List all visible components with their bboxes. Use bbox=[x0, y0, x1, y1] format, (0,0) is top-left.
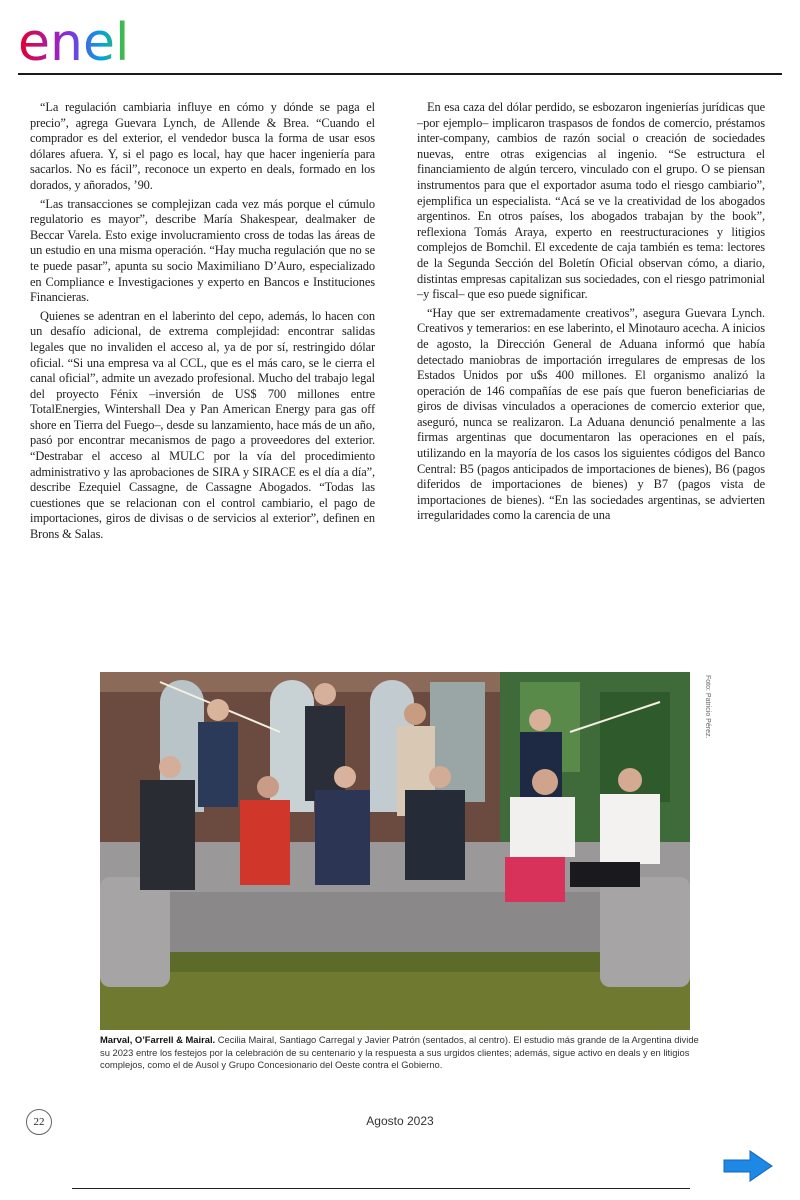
paragraph: En esa caza del dólar perdido, se esbozaron ingenierías jurídicas que –por ejemplo– implicaron traspasos de fondos de comercio, préstamos inter-company, cambios de razón social o creación de sociedades nuevas, entre otras exigencias al ingenio. “Se estructura el financiamiento de algún tercero, vinculado con el grupo. O se piensan instrumentos para que el exportador asuma todo el riesgo cambiario”, ejemplifica un especialista. “Acá se ve la creatividad de los abogados argentinos. En otros países, los abogados trabajan by the book”, reflexiona Tomás Araya, experto en reestructuraciones y litigios complejos de Bomchil. El excedente de caja también es tema: lectores de la Segunda Sección del Boletín Oficial observan cómo, a diario, distintas empresas capitalizan sus sociedades, con el riesgo patrimonial –y fiscal– que eso puede significar. bbox=[417, 100, 765, 302]
group-photo bbox=[100, 672, 690, 1030]
paragraph: “Hay que ser extremadamente creativos”, asegura Guevara Lynch. Creativos y temerarios: en ese laberinto, el Minotauro acecha. A inicios de agosto, la Dirección General de Aduana informó que había detectado maniobras de importación irregulares de empresas de los Estados Unidos por u$s 400 millones. El organismo analizó la operación de 146 compañías de ese país que fueron beneficiarias de giros de divisas vinculados a operaciones de comercio exterior que, aseguró, nunca se realizaron. La Aduana denunció penalmente a las firmas argentinas que documentaron las operaciones en el país, utilizando en la mayoría de los casos los siguientes códigos del Banco Central: B5 (pagos anticipados de importaciones de bienes), B6 (pagos diferidos de importaciones de bienes) y B7 (pagos vista de importaciones de bienes). “En las sociedades argentinas, se advierten irregularidades como la carencia de una bbox=[417, 305, 765, 523]
issue-date: Agosto 2023 bbox=[366, 1114, 434, 1128]
caption-text: Cecilia Mairal, Santiago Carregal y Javier Patrón (sentados, al centro). El estudio más grande de la Argentina divide su 2023 entre los festejos por la celebración de su centenario y la respuesta a sus urgidos clientes; además, sigue activo en deals y en litigios complejos, como el de Ausol y Grupo Concesionario del Oeste contra el Gobierno. bbox=[100, 1034, 699, 1071]
article-right-column bbox=[417, 100, 765, 527]
paragraph: Quienes se adentran en el laberinto del cepo, además, lo hacen con un desafío adicional, de extrema complejidad: encontrar salidas legales que no invaliden el acceso al, ya de por sí, restringido dólar oficial. “Si una empresa va al CCL, que es el más caro, se le cierra el canal oficial”, admite un avezado profesional. Mucho del trabajo legal del proyecto Fénix –inversión de US$ 700 millones entre TotalEnergies, Wintershall Dea y Pan American Energy para gas off shore en Tierra del Fuego–, desde su lanzamiento, hace más de un año, pasó por encontrar mecanismos de pago a proveedores del exterior. “Destrabar el acceso al MULC por la vía del procedimiento administrativo y las aprobaciones de SIRA y SIRACE es el día a día”, describe Ezequiel Cassagne, de Cassagne Abogados. “Todas las cuestiones que se relacionan con el control cambiario, el pago de importaciones, giros de divisas o de servicios al exterior”, definen en Brons & Salas. bbox=[30, 308, 375, 542]
photo-caption bbox=[100, 1034, 700, 1072]
footer-rule bbox=[72, 1188, 690, 1189]
group-photo-illustration bbox=[100, 672, 690, 1030]
page-number: 22 bbox=[26, 1109, 52, 1135]
enel-logo bbox=[18, 8, 188, 68]
caption-firm: Marval, O’Farrell & Mairal. bbox=[100, 1034, 216, 1045]
paragraph: “La regulación cambiaria influye en cómo y dónde se paga el precio”, agrega Guevara Lynch, de Allende & Brea. “Cuando el comprador es del exterior, el vendedor busca la forma de usar esos dólares afuera. Y, si el pago es local, hay que hacer ingeniería para sacarlos. No es fácil”, reconoce un experto en deals, formado en los dorados, y añorados, ’90. bbox=[30, 100, 375, 192]
arrow-right-icon[interactable] bbox=[722, 1149, 774, 1183]
logo-text: enel bbox=[18, 13, 130, 68]
article-left-column bbox=[30, 100, 375, 546]
paragraph: “Las transacciones se complejizan cada vez más porque el cúmulo regulatorio es mayor”, describe María Shakespear, dealmaker de Beccar Varela. Esto exige involucramiento cross de todas las áreas de un estudio en una misma operación. “Hay mucha regulación que no se te puede pasar”, apunta su socio Maximiliano D’Auro, especializado en Compliance e Investigaciones y experto en Bancos e Instituciones Financieras. bbox=[30, 196, 375, 305]
photo-credit: Foto: Patricio Pérez. bbox=[704, 675, 711, 739]
header-rule bbox=[18, 73, 782, 75]
